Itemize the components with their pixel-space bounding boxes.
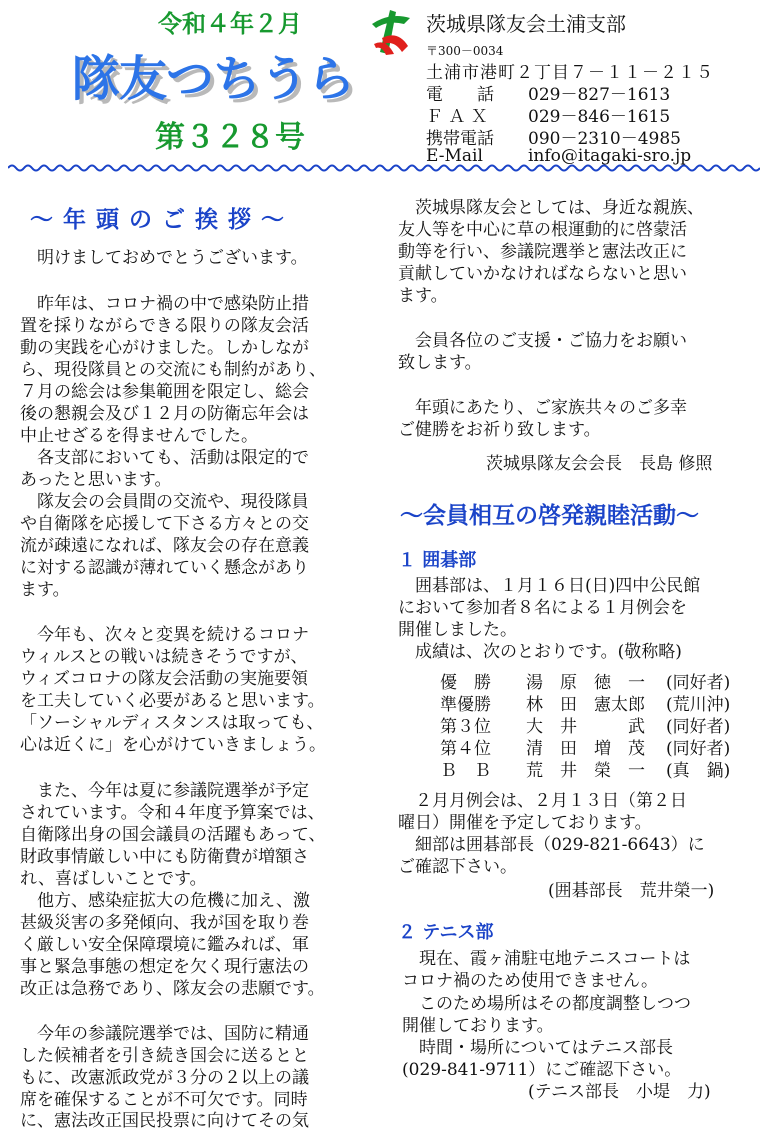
body-line: 「ソーシャルディスタンスは取っても、 <box>20 713 324 733</box>
contact-label: 電 話 <box>426 85 494 105</box>
header-divider <box>8 163 760 173</box>
org-name: 茨城県隊友会土浦支部 <box>426 12 626 36</box>
newsletter-title: 隊友つちうら <box>71 51 354 107</box>
address: 土浦市港町２丁目７－１１－２１５ <box>426 63 714 83</box>
result-affiliation: (同好者) <box>666 739 731 759</box>
body-line: 開催しました。 <box>398 620 517 640</box>
contact-label: 携帯電話 <box>426 129 494 149</box>
go-club-title: １ 囲碁部 <box>398 550 477 571</box>
body-line: 囲碁部は、１月１６日(日)四中公民館 <box>398 576 701 596</box>
result-rank: Ｂ Ｂ <box>440 761 491 781</box>
body-line: ご健勝をお祈り致します。 <box>398 420 601 440</box>
body-line: ご確認下さい。 <box>398 857 517 877</box>
body-line: ２月月例会は、２月１３日（第２日 <box>398 791 687 811</box>
result-rank: 準優勝 <box>440 695 491 715</box>
body-line: 席を確保することが不可欠です。同時 <box>20 1090 308 1110</box>
body-line: や自衛隊を応援して下さる方々との交 <box>20 514 309 534</box>
body-line: 致します。 <box>398 353 482 373</box>
body-line: 今年の参議院選挙では、国防に精通 <box>20 1024 309 1044</box>
body-line: れ、喜ばしいことです。 <box>20 869 207 889</box>
body-line: ら、現役隊員との交流にも制約があり、 <box>20 360 326 380</box>
result-rank: 第３位 <box>440 717 491 737</box>
body-line: 貢献していかなければならないと思い <box>398 264 687 284</box>
body-line: 細部は囲碁部長（029-821-6643）に <box>398 835 705 855</box>
body-line: 成績は、次のとおりです。(敬称略) <box>398 642 682 662</box>
issue-number: 第３２８号 <box>155 120 305 155</box>
signature-line: (テニス部長 小堤 力) <box>528 1082 711 1102</box>
result-name: 清 田 増 茂 <box>526 739 645 759</box>
member-activities-heading: ～会員相互の啓発親睦活動～ <box>400 502 699 529</box>
body-line: において参加者８名による１月例会を <box>398 598 687 618</box>
email-link[interactable]: info@itagaki-sro.jp <box>528 146 692 166</box>
body-line: 他方、感染症拡大の危機に加え、激 <box>20 891 311 911</box>
body-line: 会員各位のご支援・ご協力をお願い <box>398 331 687 351</box>
body-line: 改正は急務であり、隊友会の悲願です。 <box>20 979 325 999</box>
new-year-greeting-heading: ～ 年 頭 の ご 挨 拶 ～ <box>30 206 286 233</box>
tennis-club-title: ２ テニス部 <box>398 922 494 943</box>
body-line: 中止せざるを得ませんでした。 <box>20 426 258 446</box>
body-line: 明けましておめでとうございます。 <box>20 248 308 268</box>
result-rank: 優 勝 <box>440 673 491 693</box>
body-line: 今年も、次々と変異を続けるコロナ <box>20 625 309 645</box>
body-line: ウィズコロナの隊友会活動の実施要領 <box>20 669 308 689</box>
body-line: 各支部においても、活動は限定的で <box>20 448 309 468</box>
body-line: 自衛隊出身の国会議員の活躍もあって、 <box>20 825 326 845</box>
contact-value: 029－827－1613 <box>528 85 671 105</box>
issue-date: 令和４年２月 <box>158 10 302 38</box>
contact-label: Ｆ Ａ Ｘ <box>426 107 488 127</box>
result-affiliation: (同好者) <box>666 673 731 693</box>
body-line: ウィルスとの戦いは続きそうですが、 <box>20 647 308 667</box>
body-line: 動等を行い、参議院選挙と憲法改正に <box>398 242 687 262</box>
body-line: した候補者を引き続き国会に送るとと <box>20 1046 309 1066</box>
body-line: を工夫していく必要があると思います。 <box>20 691 325 711</box>
body-line: このため場所はその都度調整しつつ <box>402 994 691 1014</box>
body-line: 現在、霞ヶ浦駐屯地テニスコートは <box>402 949 691 969</box>
contact-label: E-Mail <box>426 146 483 166</box>
body-line: (029-841-9711）にご確認下さい。 <box>402 1060 682 1080</box>
body-line: 隊友会の会員間の交流や、現役隊員 <box>20 492 309 512</box>
body-line: あったと思います。 <box>20 470 172 490</box>
body-line: 心は近くに」を心がけていきましょう。 <box>20 735 326 755</box>
postal-code: 〒300－0034 <box>426 44 504 58</box>
body-line: コロナ禍のため使用できません。 <box>402 971 659 991</box>
body-line: また、今年は夏に参議院選挙が予定 <box>20 781 309 801</box>
body-line: 茨城県隊友会としては、身近な親族、 <box>398 198 704 218</box>
body-line: ます。 <box>20 580 70 600</box>
result-affiliation: (荒川沖) <box>666 695 731 715</box>
body-line: ７月の総会は参集範囲を限定し、総会 <box>20 382 309 402</box>
body-line: 後の懇親会及び１２月の防衛忘年会は <box>20 404 309 424</box>
body-line: 時間・場所についてはテニス部長 <box>402 1038 673 1058</box>
signature-line: 茨城県隊友会会長 長島 修照 <box>486 454 713 474</box>
body-line: 友人等を中心に草の根運動的に啓蒙活 <box>398 220 687 240</box>
body-line: されています。令和４年度予算案では、 <box>20 803 325 823</box>
result-name: 林 田 憲太郎 <box>526 695 645 715</box>
result-rank: 第４位 <box>440 739 491 759</box>
body-line: 開催しております。 <box>402 1016 554 1036</box>
body-line: 事と緊急事態の想定を欠く現行憲法の <box>20 957 309 977</box>
body-line: 甚級災害の多発傾向、我が国を取り巻 <box>20 913 309 933</box>
body-line: 流が疎遠になれば、隊友会の存在意義 <box>20 536 309 556</box>
org-logo-icon <box>368 8 414 56</box>
body-line: 年頭にあたり、ご家族共々のご多幸 <box>398 398 687 418</box>
result-affiliation: (真 鍋) <box>666 761 731 781</box>
result-name: 湯 原 徳 一 <box>526 673 645 693</box>
signature-line: (囲碁部長 荒井榮一) <box>548 881 715 901</box>
contact-value: 090－2310－4985 <box>528 129 681 149</box>
body-line: く厳しい安全保障環境に鑑みれば、軍 <box>20 935 309 955</box>
body-line: に対する認識が薄れていく懸念があり <box>20 558 309 578</box>
result-name: 荒 井 榮 一 <box>526 761 645 781</box>
result-name: 大 井 武 <box>526 717 645 737</box>
body-line: 動の実践を心がけました。しかしなが <box>20 338 309 358</box>
body-line: 曜日）開催を予定しております。 <box>398 813 652 833</box>
body-line: 財政事情厳しい中にも防衛費が増額さ <box>20 847 309 867</box>
body-line: 置を採りながらできる限りの隊友会活 <box>20 316 309 336</box>
body-line: もに、改憲派政党が３分の２以上の議 <box>20 1068 309 1088</box>
contact-value: 029－846－1615 <box>528 107 671 127</box>
result-affiliation: (同好者) <box>666 717 731 737</box>
body-line: ます。 <box>398 286 448 306</box>
body-line: に、憲法改正国民投票に向けてその気 <box>20 1111 309 1131</box>
body-line: 昨年は、コロナ禍の中で感染防止措 <box>20 294 309 314</box>
